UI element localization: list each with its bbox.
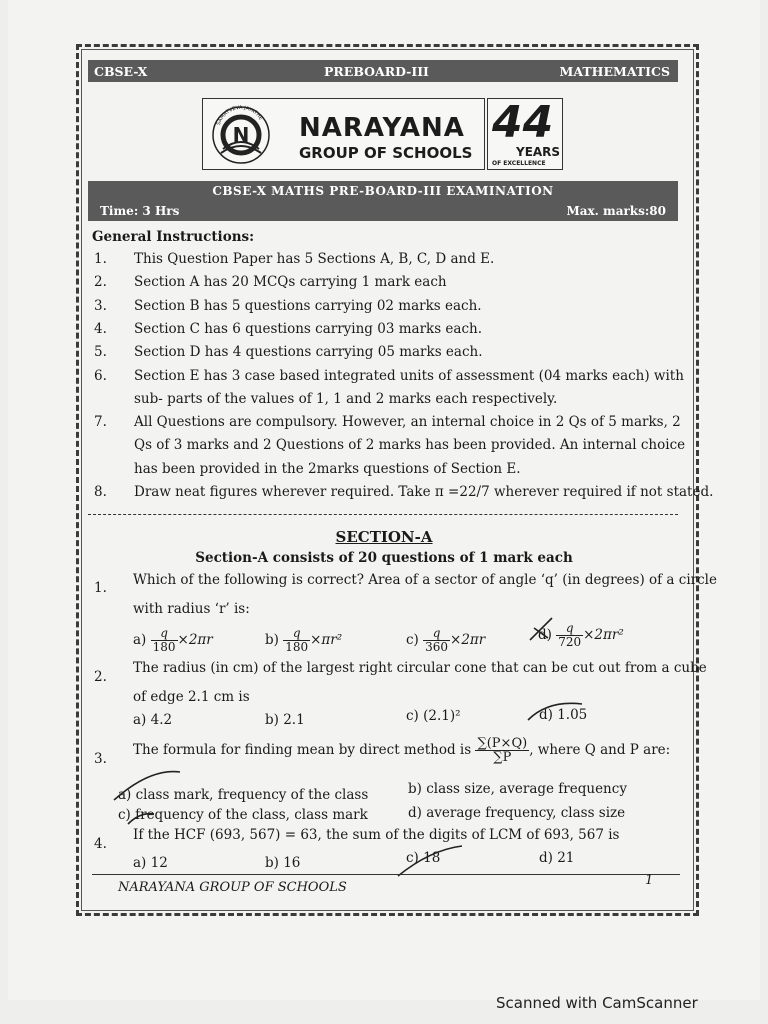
- q4-option-d: d) 21: [539, 850, 575, 866]
- q1-option-b: b) $\frac{q}{180}$ ×πr²: [265, 626, 343, 654]
- years-label: YEARS: [516, 145, 561, 159]
- q2-text-line2: of edge 2.1 cm is: [133, 689, 250, 705]
- q1-text-line1: Which of the following is correct? Area of a sector of angle ‘q’ (in degrees) of a circle: [133, 572, 717, 588]
- q1-text-line2: with radius ‘r’ is:: [133, 601, 250, 617]
- q4-number: 4.: [94, 836, 107, 852]
- brand-sub: GROUP OF SCHOOLS: [299, 144, 473, 162]
- footer-school: NARAYANA GROUP OF SCHOOLS: [118, 880, 347, 895]
- instruction-text: Section C has 6 questions carrying 03 marks each.: [134, 320, 483, 337]
- instruction-number: 3.: [94, 297, 107, 314]
- q3-option-c: c) frequency of the class, class mark: [118, 807, 368, 823]
- years-excellence: OF EXCELLENCE: [492, 160, 546, 167]
- header-subject: MATHEMATICS: [559, 64, 670, 79]
- instruction-number: 2.: [94, 274, 107, 291]
- header-class: CBSE-X: [94, 64, 148, 79]
- q3-option-b: b) class size, average frequency: [408, 781, 627, 797]
- exam-title: CBSE-X MATHS PRE-BOARD-III EXAMINATION: [212, 184, 554, 198]
- q3-text: The formula for finding mean by direct method is $\frac{\sum(P\times Q)}{\sum P}$ , where Q and P are:: [133, 736, 671, 765]
- instruction-number: 8.: [94, 484, 107, 500]
- instruction-text: Section B has 5 questions carrying 02 marks each.: [134, 297, 482, 314]
- instruction-text: Draw neat figures wherever required. Take π =22/7 wherever required if not stated.: [134, 484, 714, 500]
- q3-option-d: d) average frequency, class size: [408, 805, 626, 821]
- q1-number: 1.: [94, 580, 107, 596]
- q2-option-d: d) 1.05: [539, 707, 588, 723]
- instruction-number: 4.: [94, 320, 107, 337]
- instruction-text: Section D has 4 questions carrying 05 marks each.: [134, 344, 483, 361]
- instructions-heading: General Instructions:: [92, 229, 255, 245]
- instruction-text: has been provided in the 2marks questions of Section E.: [134, 460, 521, 477]
- q3-number: 3.: [94, 751, 107, 767]
- q2-number: 2.: [94, 669, 107, 685]
- exam-time: Time: 3 Hrs: [100, 204, 180, 218]
- q4-text: If the HCF (693, 567) = 63, the sum of the digits of LCM of 693, 567 is: [133, 827, 620, 843]
- page-number: 1: [645, 873, 654, 888]
- instruction-text: Qs of 3 marks and 2 Questions of 2 marks has been provided. An internal choice: [134, 437, 686, 454]
- brand-name: NARAYANA: [299, 113, 465, 143]
- emblem-motto: SAMATVEVA JAYATHE: [215, 105, 264, 127]
- instruction-number: 1.: [94, 251, 107, 267]
- exam-marks: Max. marks:80: [566, 204, 666, 218]
- camscanner-watermark: Scanned with CamScanner: [496, 994, 698, 1012]
- q3-option-a: a) class mark, frequency of the class: [118, 787, 369, 803]
- q2-text-line1: The radius (in cm) of the largest right circular cone that can be cut out from a cube: [133, 660, 707, 676]
- instruction-text: This Question Paper has 5 Sections A, B, C, D and E.: [134, 251, 495, 267]
- q2-option-c: c) (2.1)²: [406, 708, 461, 724]
- emblem-letter: N: [232, 123, 250, 147]
- section-subtitle: Section-A consists of 20 questions of 1 mark each: [195, 550, 573, 566]
- instruction-number: 5.: [94, 344, 107, 361]
- q4-option-a: a) 12: [133, 855, 168, 871]
- instruction-text: sub- parts of the values of 1, 1 and 2 marks each respectively.: [134, 390, 558, 407]
- q4-option-b: b) 16: [265, 855, 301, 871]
- instruction-text: Section A has 20 MCQs carrying 1 mark each: [134, 274, 447, 291]
- instruction-text: All Questions are compulsory. However, an internal choice in 2 Qs of 5 marks, 2: [134, 414, 681, 431]
- header-exam: PREBOARD-III: [324, 64, 429, 79]
- q1-option-c: c) $\frac{q}{360}$ ×2πr: [406, 626, 486, 654]
- footer-line: [92, 874, 680, 875]
- q1-option-a: a) $\frac{q}{180}$ ×2πr: [133, 626, 213, 654]
- q1-option-d: d) $\frac{q}{720}$ ×2πr²: [538, 621, 624, 649]
- years-number: 44: [492, 97, 554, 148]
- instruction-number: 6.: [94, 367, 107, 384]
- instruction-text: Section E has 3 case based integrated units of assessment (04 marks each) with: [134, 367, 684, 384]
- section-title: SECTION-A: [335, 528, 433, 546]
- q2-option-b: b) 2.1: [265, 712, 305, 728]
- instruction-number: 7.: [94, 414, 107, 431]
- q4-option-c: c) 18: [406, 850, 441, 866]
- q2-option-a: a) 4.2: [133, 712, 173, 728]
